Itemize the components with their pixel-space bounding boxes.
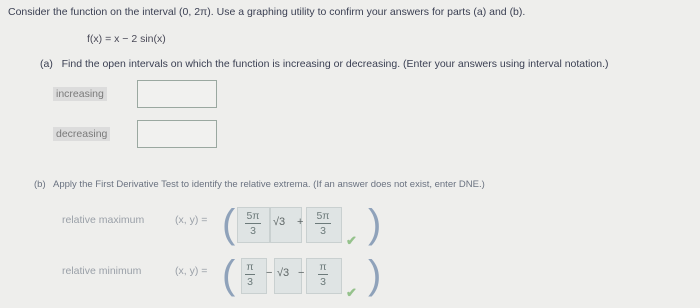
part-b-text: Apply the First Derivative Test to identify the relative extrema. (If an answer does not exist, enter DNE.) — [53, 179, 485, 190]
max-open-paren: ( — [222, 202, 236, 246]
relative-maximum-label: relative maximum — [62, 214, 145, 226]
decreasing-label: decreasing — [53, 127, 110, 141]
part-b-prefix: (b) — [34, 179, 46, 190]
min-y-root: √3 — [277, 267, 290, 279]
function-expression: f(x) = x − 2 sin(x) — [87, 33, 166, 45]
min-x-fraction — [245, 261, 255, 288]
part-a-prefix: (a) — [40, 58, 53, 70]
min-xy-label: (x, y) = — [175, 265, 208, 277]
increasing-label: increasing — [53, 87, 107, 101]
min-y-minus: − — [266, 267, 273, 279]
min-y-denominator: 3 — [320, 276, 326, 288]
increasing-input[interactable] — [137, 80, 217, 108]
min-x-numerator: π — [246, 261, 254, 273]
max-x-fraction — [245, 210, 261, 237]
max-y-root: √3 — [273, 216, 286, 228]
min-y-operator: − — [298, 267, 305, 279]
max-y-denominator: 3 — [320, 225, 326, 237]
min-y-numerator: π — [319, 261, 327, 273]
min-close-paren: ) — [368, 253, 382, 297]
relative-minimum-label: relative minimum — [62, 265, 142, 277]
part-a-prompt — [40, 58, 609, 70]
min-x-denominator: 3 — [247, 276, 253, 288]
part-b-prompt — [34, 179, 485, 190]
decreasing-input[interactable] — [137, 120, 217, 148]
checkmark-icon: ✔ — [346, 285, 357, 300]
checkmark-icon: ✔ — [346, 233, 357, 248]
max-y-operator: + — [297, 216, 304, 228]
part-a-text: Find the open intervals on which the function is increasing or decreasing. (Enter your answers using interval notation.) — [61, 58, 609, 70]
min-y-fraction — [318, 261, 328, 288]
max-x-denominator: 3 — [250, 225, 256, 237]
max-xy-label: (x, y) = — [175, 214, 208, 226]
question-intro: Consider the function on the interval (0, 2π). Use a graphing utility to confirm your answers for parts (a) and (b). — [8, 6, 526, 18]
max-close-paren: ) — [368, 202, 382, 246]
min-open-paren: ( — [222, 253, 236, 297]
max-x-numerator: 5π — [246, 210, 260, 222]
max-y-numerator: 5π — [316, 210, 330, 222]
max-y-fraction — [315, 210, 331, 237]
